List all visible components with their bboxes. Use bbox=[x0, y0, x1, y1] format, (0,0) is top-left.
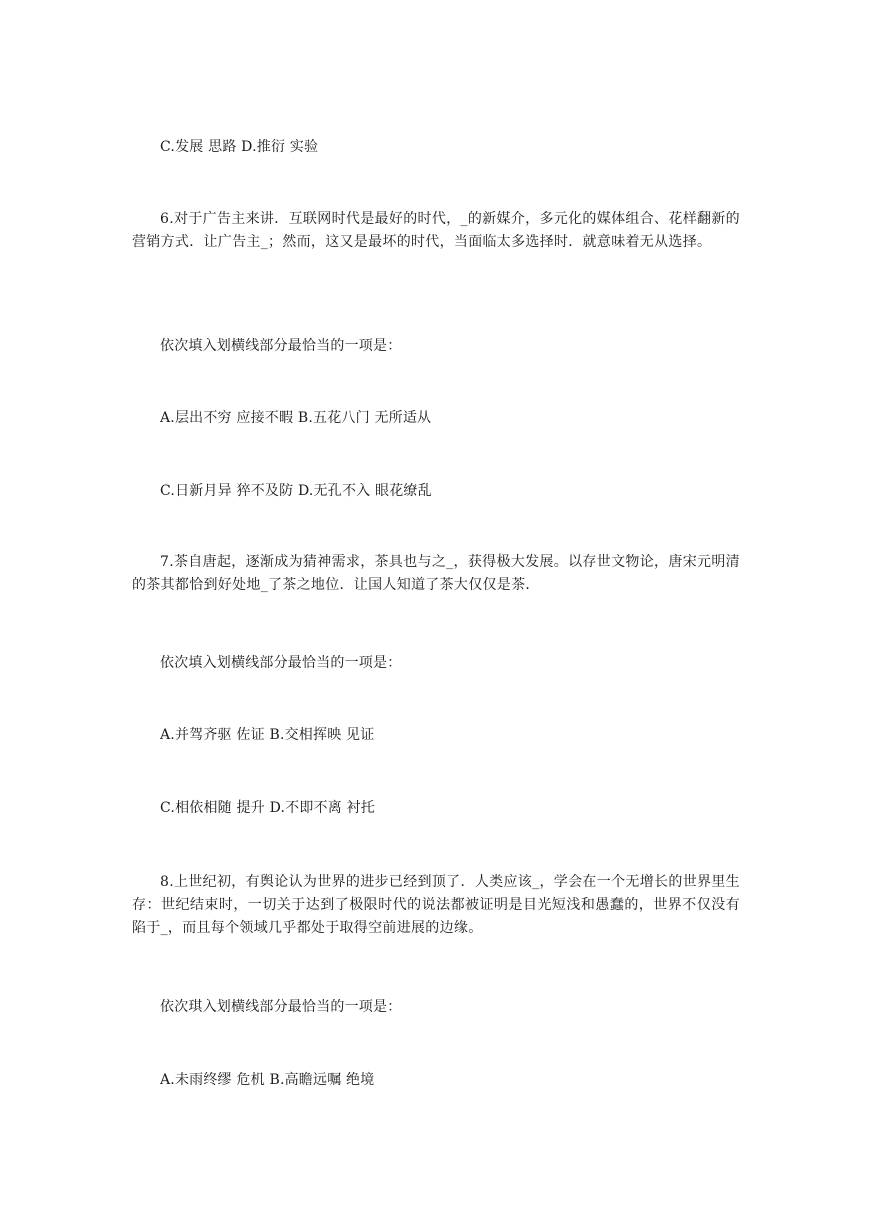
q6-stem: 6.对于广告主来讲．互联网时代是最好的时代，_的新媒介，多元化的媒体组合、花样翻新的营销方式．让广告主_；然而，这又是最坏的时代，当面临太多选择时．就意味着无从选择。 bbox=[132, 211, 740, 250]
q6-options-a-b: A.层出不穷 应接不暇 B.五花八门 无所适从 bbox=[160, 410, 432, 426]
q7-options-a-b: A.并驾齐驱 佐证 B.交相挥映 见证 bbox=[160, 727, 375, 743]
q7-options-c-d: C.相依相随 提升 D.不即不离 衬托 bbox=[160, 800, 375, 816]
q7-prompt: 依次填入划横线部分最恰当的一项是： bbox=[160, 655, 402, 671]
q8-options-a-b: A.未雨终缪 危机 B.高瞻远嘱 绝境 bbox=[160, 1072, 375, 1088]
q8-stem: 8.上世纪初，有舆论认为世界的进步已经到顶了．人类应该_，学会在一个无增长的世界里生存：世纪结束时，一切关于达到了极限时代的说法都被证明是目光短浅和愚蠢的，世界不仅没有陷于_，而且每个领域几乎都处于取得空前进展的边缘。 bbox=[132, 874, 740, 936]
q5-options-c-d: C.发展 思路 D.推衍 实验 bbox=[160, 139, 319, 155]
q7-stem: 7.茶自唐起，逐渐成为猜神需求，茶具也与之_，获得极大发展。以存世文物论，唐宋元明清的茶其都恰到好处地_了茶之地位．让国人知道了茶大仅仅是茶． bbox=[132, 554, 740, 593]
q6-options-c-d: C.日新月异 猝不及防 D.无孔不入 眼花缭乱 bbox=[160, 483, 432, 499]
q6-prompt: 依次填入划横线部分最恰当的一项是： bbox=[160, 338, 402, 354]
q8-prompt: 依次琪入划横线部分最恰当的一项是： bbox=[160, 999, 402, 1015]
